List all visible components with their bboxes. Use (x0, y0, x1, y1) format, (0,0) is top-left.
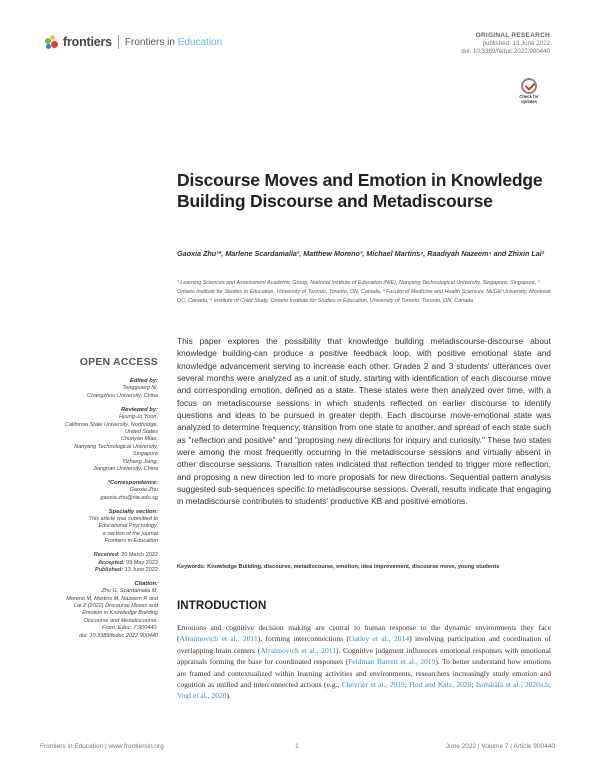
citation-link[interactable]: Chevrier et al., 2019 (341, 680, 405, 690)
correspondence-list[interactable] (18, 487, 158, 502)
body-text: Emotions and cognitive decision making are central to human response to the dynamic environments they face ( (177, 623, 551, 644)
check-for-updates-badge[interactable]: Check for updates (511, 78, 547, 106)
sidebar-line: Tongguang Ni, (122, 385, 158, 392)
body-text: ), forming interconnections ( (257, 634, 350, 644)
correspondence-heading: *Correspondence: (107, 479, 158, 486)
sidebar-line: Educational Psychology, (98, 523, 158, 530)
article-type: ORIGINAL RESEARCH (475, 32, 550, 39)
keywords: Keywords: Knowledge Building, discourse, metadiscourse, emotion, idea improvement, discourse move, young students (177, 564, 500, 570)
footer-volume: June 2022 | Volume 7 | Article 900440 (445, 743, 555, 750)
section-heading-introduction: INTRODUCTION (177, 600, 267, 612)
body-text: ; (548, 680, 552, 690)
body-text: ). (226, 691, 231, 701)
logo-divider (118, 35, 119, 49)
affiliations: ¹ Learning Sciences and Assessment Academic Group, National Institute of Education (NIE), Nanyang Technological University, Singapore, Singapore, ² Ontario Institute for Studies in Education, University of Toronto, Toronto, ON, Canada, ³ Faculty of Medicine and Health Sciences, McGill University, Montréal, QC, Canada, ⁴ Institute of Child Study, Ontario Institute for Studies in Education, University of Toronto, Toronto, ON, Canada (177, 280, 552, 304)
sidebar-line: Jiangnan University, China (92, 465, 158, 472)
sidebar-line: Emotion in Knowledge Building (82, 610, 158, 617)
page-number: 1 (295, 743, 299, 750)
sidebar-line: Gaoxia Zhu (129, 487, 158, 494)
sidebar-line: Moreno M, Martins M, Nazeem R and (66, 595, 158, 602)
sidebar-line: Hyung-Jo Yoon, (118, 414, 158, 421)
edited-by-heading: Edited by: (129, 378, 158, 384)
check-updates-icon (521, 78, 537, 94)
citation-link[interactable]: Vogl et al., 2020 (177, 691, 227, 701)
specialty-heading: Specialty section: (108, 508, 158, 515)
brand-name: frontiers (63, 35, 112, 49)
sidebar-line: gaoxia.zhu@nie.edu.sg (100, 494, 158, 501)
body-text: ). Cognitive judgment influences emotional responses with emotional appraisals forming the base for coordinated responses ( (177, 645, 551, 667)
citation-link[interactable]: Oatley et al., 2014 (349, 634, 410, 644)
journal-name[interactable]: Frontiers in Education (124, 36, 223, 48)
article-meta (461, 32, 550, 56)
reviewed-by-list (18, 414, 158, 473)
citation-link[interactable]: Hod and Katz, 2020 (409, 680, 472, 690)
citation-link[interactable]: Afraimovich et al., 2011 (260, 645, 337, 655)
article-title: Discourse Moves and Emotion in Knowledge Building Discourse and Metadiscourse (177, 170, 543, 211)
introduction-text (177, 622, 551, 702)
edited-by-list (18, 385, 158, 400)
sidebar-line: Lai Z (2022) Discourse Moves and (73, 603, 158, 610)
sidebar-line: Chunyan Miao, (121, 436, 158, 443)
sidebar-line: United States (124, 428, 158, 435)
abstract: This paper explores the possibility that knowledge building metadiscourse-discourse about knowledge building-can produce a positive feedback loop, with positive emotional state and knowledge advancement serving to increase each other. Grades 2 and 3 students' utterances over several months were analyzed as a unit of study, starting with identification of each discourse move and corresponding emotion, defined as a state. These states were then analyzed over time, with a focus on metadiscourse sessions in which students reflected on earlier discourse to identify questions and ideas to be pursued in greater depth. Each discourse move-emotional state was analyzed to determine frequency, transition from one state to another, and spread of each state such as "reflection and positive" and "proposing new directions for inquiry and curiosity." These two states were among the most frequently occurring in the metadiscourse sessions and virtually absent in other discourse sessions. Transition rates indicated that reflection tended to trigger more reflection, and proposing a new direction led to more proposals for new directions. Sequential pattern analysis suggested sub-sequences specific to metadiscourse sessions. Overall, results indicate that engaging in metadiscourse contributes to students' productive KB and positive emotions. (177, 336, 551, 507)
citation-link[interactable]: Isohätälä et al., 2020a,b (475, 680, 549, 690)
body-text: ) involving participation and coordination of overlapping brain centers ( (177, 634, 551, 655)
citation-link[interactable]: Feldman Barrett et al., 2019 (348, 657, 436, 667)
frontiers-logo-icon (45, 35, 59, 49)
sidebar-line: Zhu G, Scardamalia M, (101, 588, 158, 595)
sidebar-line: a section of the journal (102, 530, 158, 537)
sidebar-line: Changzhou University, China (87, 392, 158, 399)
sidebar-line: Frontiers in Education (104, 538, 158, 545)
citation-link[interactable]: Afraimovich et al., 2011 (179, 634, 258, 644)
citation-heading: Citation: (134, 580, 158, 587)
body-text: ; (471, 680, 476, 690)
sidebar-line: This article was submitted to (88, 516, 158, 522)
sidebar-line: Front. Educ. 7:900440. (102, 625, 158, 632)
body-text: ). To better understand how emotions are framed and contextualized within learning activities and environments, researchers increasingly study emotion and cognition as unified and interconnected actions (e.g., (177, 657, 552, 690)
citation-list (18, 588, 158, 640)
author-list: Gaoxia Zhu¹*, Marlene Scardamalia², Matthew Moreno³, Michael Martins⁴, Raadiyah Nazeem⁴ and Zhixin Lai² (177, 249, 545, 258)
sidebar-line: doi: 10.3389/feduc.2022.900440 (79, 632, 158, 639)
frontiers-logo[interactable] (45, 35, 222, 49)
footer-journal[interactable]: Frontiers in Education | www.frontiersin.org (40, 743, 164, 750)
published-date: published: 13 June 2022 (482, 40, 550, 47)
open-access-label: OPEN ACCESS (79, 356, 158, 368)
specialty-list (18, 516, 158, 546)
sidebar-line: California State University, Northridge, (64, 421, 158, 428)
sidebar-line: Yizhang Jiang, (122, 458, 158, 465)
article-doi[interactable]: doi: 10.3389/feduc.2022.900440 (461, 48, 550, 55)
sidebar-line: Singapore (132, 451, 158, 458)
article-dates: Received: 20 March 2022 Accepted: 09 May 2022 Published: 13 June 2022 (93, 552, 158, 573)
body-text: ; (404, 680, 410, 690)
article-sidebar (18, 378, 158, 640)
sidebar-line: Nanyang Technological University, (74, 443, 158, 450)
sidebar-line: Discourse and Metadiscourse. (84, 617, 158, 624)
reviewed-by-heading: Reviewed by: (120, 406, 158, 413)
